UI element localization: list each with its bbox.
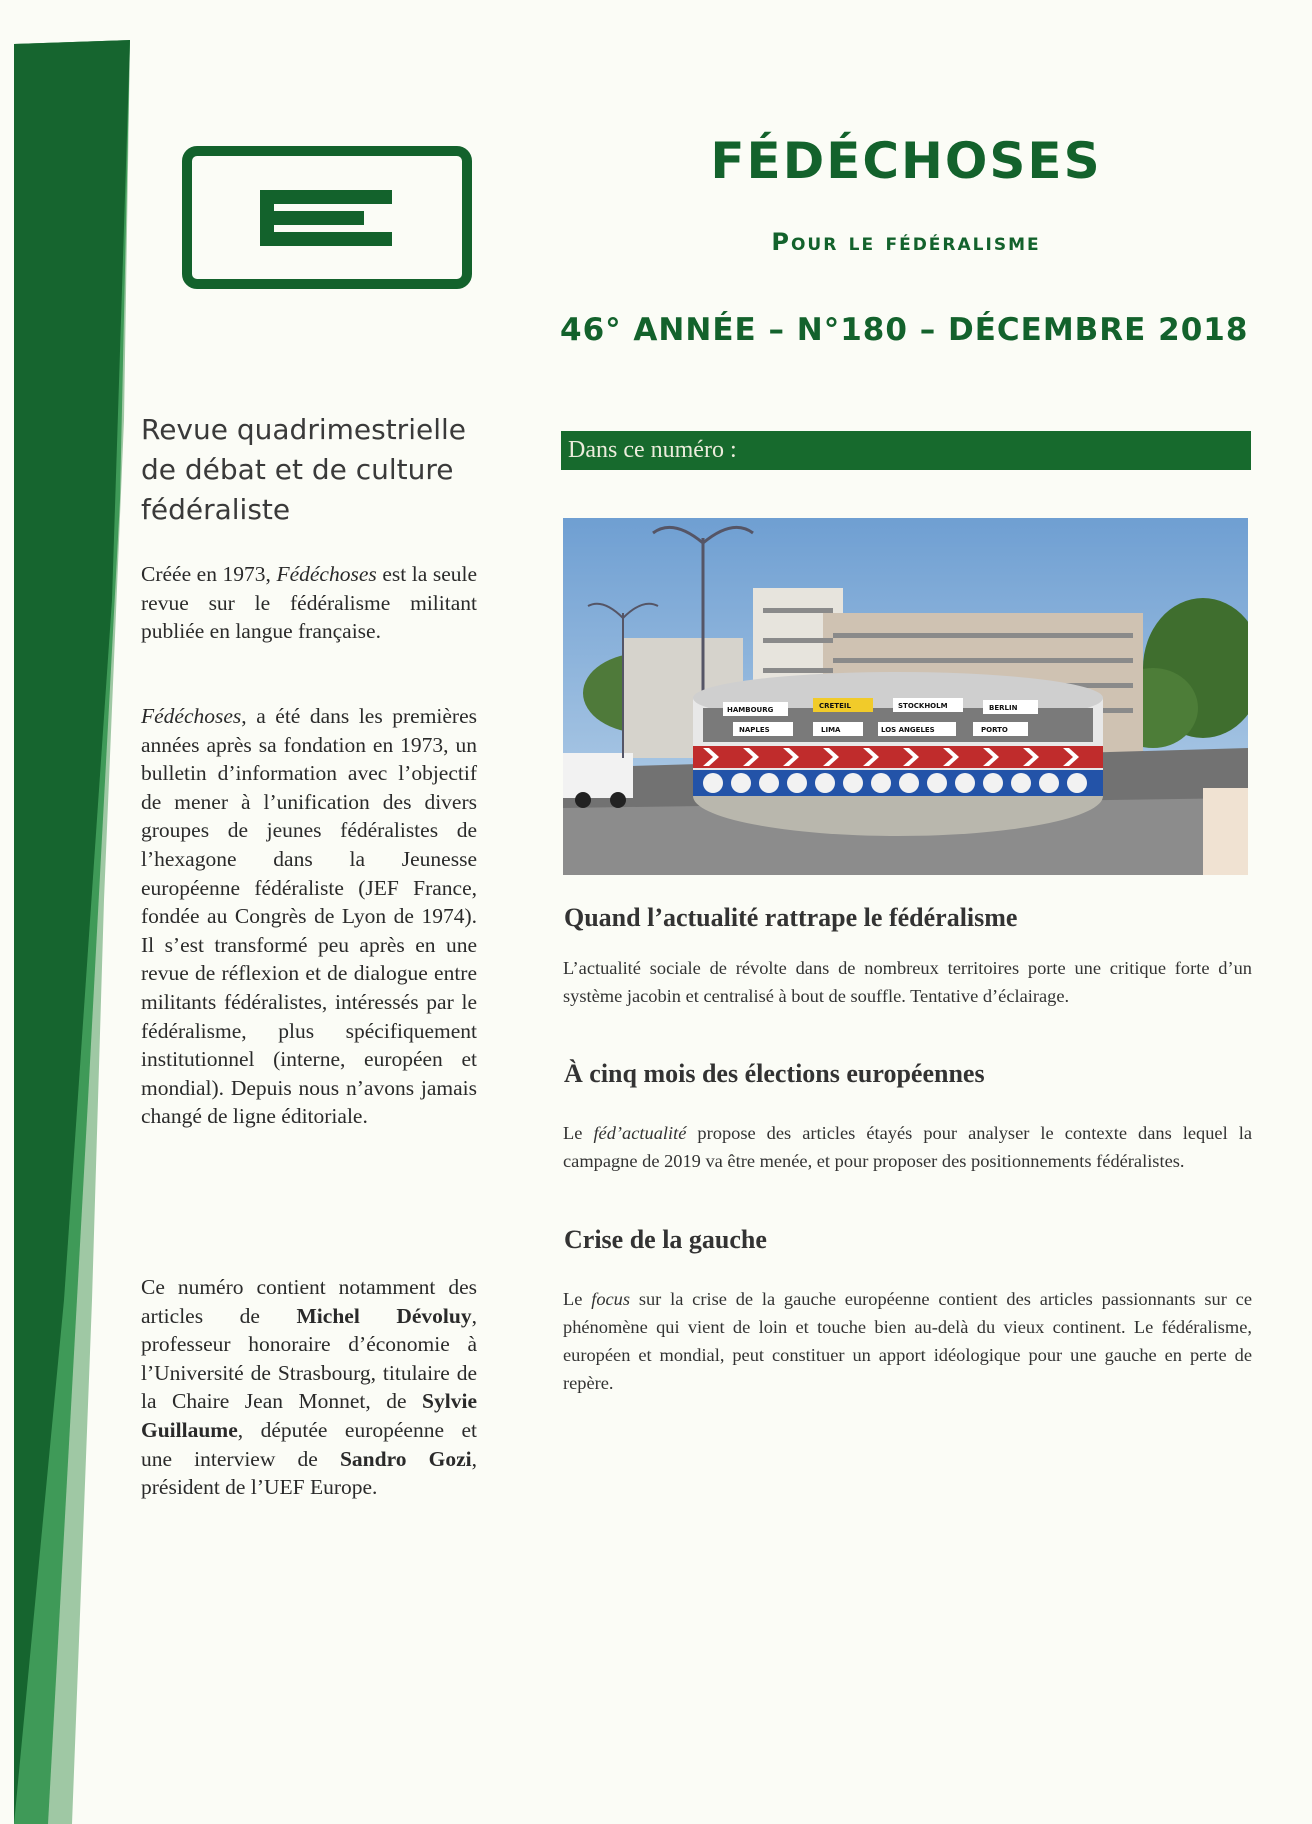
tagline: Revue quadrimestrielle de débat et de culture fédéraliste: [141, 413, 466, 526]
section-name: féd’actualité: [593, 1123, 687, 1143]
sign-label: NAPLES: [739, 726, 770, 734]
article-summary: L’actualité sociale de révolte dans de nombreux territoires porte une critique forte d’un système jacobin et centralisé à bout de souffle. Tentative d’éclairage.: [563, 958, 1252, 1006]
roundabout-photo: [563, 518, 1248, 875]
masthead-subtitle: Pour le fédéralisme: [771, 228, 1041, 256]
sign-label: CRETEIL: [819, 702, 851, 710]
sign-label: PORTO: [981, 726, 1008, 734]
article-summary: Le focus sur la crise de la gauche européenne contient des articles passionnants sur ce phénomène qui vient de loin et touche bien au-delà du vieux continent. Le fédéralisme, européen et mondial, peut constituer un apport idéologique pour une gauche en perte de repère.: [563, 1289, 1252, 1393]
journal-title: Fédéchoses: [141, 704, 242, 728]
intro-paragraph-2: Fédéchoses, a été dans les premières années après sa fondation en 1973, un bulletin d’information avec l’objectif de mener à l’unification des divers groupes de jeunes fédéralistes de l’hexagone dans la Jeunesse européenne fédéraliste (JEF France, fondée au Congrès de Lyon de 1974). Il s’est transformé peu après en une revue de réflexion et de dialogue entre militants fédéralistes, intéressés par le fédéralisme, plus spécifiquement institutionnel (interne, européen et mondial). Depuis nous n’avons jamais changé de ligne éditoriale.: [141, 704, 477, 1129]
intro-paragraph-1: Créée en 1973, Fédéchoses est la seule revue sur le fédéralisme militant publiée en langue française.: [141, 562, 478, 644]
author-name: Michel Dévoluy: [296, 1303, 472, 1328]
journal-title: Fédéchoses: [276, 562, 377, 586]
author-name: Sylvie Guillaume: [141, 1389, 477, 1442]
article-heading: Quand l’actualité rattrape le fédéralisme: [564, 903, 1018, 932]
author-name: Sandro Gozi: [339, 1446, 472, 1471]
sign-label: LOS ANGELES: [881, 726, 935, 734]
article-heading: Crise de la gauche: [564, 1225, 767, 1254]
article-heading: À cinq mois des élections européennes: [564, 1059, 985, 1088]
sign-label: BERLIN: [989, 704, 1018, 712]
sign-label: STOCKHOLM: [898, 702, 948, 710]
article-summary: Le féd’actualité propose des articles étayés pour analyser le contexte dans lequel la campagne de 2019 va être menée, et pour proposer des positionnements fédéralistes.: [563, 1123, 1252, 1171]
masthead-title: FÉDÉCHOSES: [710, 132, 1102, 190]
contributors-paragraph: Ce numéro contient notamment des articles de Michel Dévoluy, professeur honoraire d’économie à l’Université de Strasbourg, titulaire de la Chaire Jean Monnet, de Sylvie Guillaume, députée européenne et une interview de Sandro Gozi, président de l’UEF Europe.: [141, 1275, 478, 1500]
sign-label: HAMBOURG: [727, 706, 774, 714]
section-name: focus: [591, 1289, 631, 1309]
issue-line: 46° ANNÉE – N°180 – DÉCEMBRE 2018: [560, 312, 1249, 348]
in-this-issue-banner: Dans ce numéro :: [561, 431, 1251, 470]
sign-label: LIMA: [821, 726, 841, 734]
fedechoses-logo: [182, 146, 472, 289]
